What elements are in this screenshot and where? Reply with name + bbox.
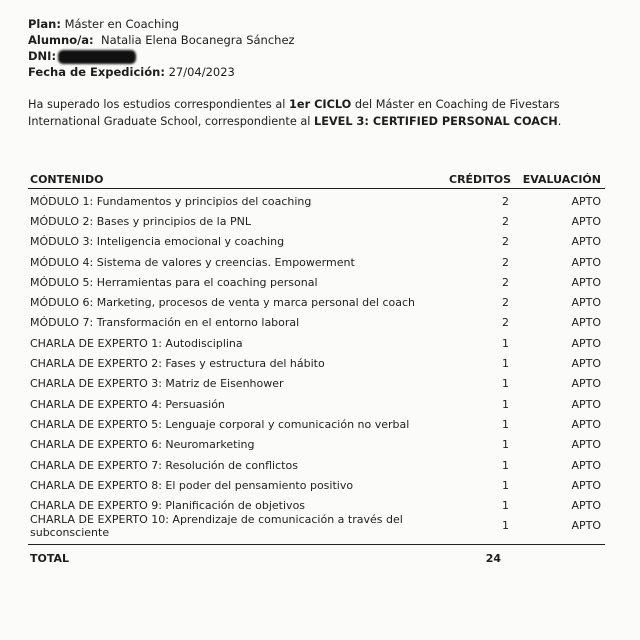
cell-evaluation: APTO	[571, 357, 601, 371]
cell-credits: 1	[502, 478, 509, 492]
cell-evaluation: APTO	[571, 397, 601, 411]
cell-content: CHARLA DE EXPERTO 1: Autodisciplina	[30, 336, 243, 350]
cell-credits: 1	[502, 519, 509, 533]
total-credits: 24	[485, 551, 501, 565]
cell-content: MÓDULO 7: Transformación en el entorno laboral	[30, 316, 300, 330]
cell-credits: 1	[502, 336, 509, 350]
cell-evaluation: APTO	[571, 478, 601, 492]
cell-content: CHARLA DE EXPERTO 9: Planificación de objetivos	[30, 499, 306, 513]
table-row	[28, 272, 605, 292]
cell-content: MÓDULO 5: Herramientas para el coaching personal	[30, 275, 318, 289]
cell-credits: 2	[502, 214, 509, 228]
redaction-mark	[58, 50, 136, 64]
para-text: Ha superado los estudios correspondientes al	[28, 98, 290, 111]
cell-content: MÓDULO 1: Fundamentos y principios del coaching	[30, 194, 312, 208]
para-text: .	[557, 115, 562, 128]
cell-content: MÓDULO 3: Inteligencia emocional y coaching	[30, 235, 285, 249]
student-name: Natalia Elena Bocanegra Sánchez	[100, 33, 295, 47]
cell-credits: 2	[502, 316, 509, 330]
cell-credits: 1	[502, 417, 509, 431]
table-row	[28, 333, 605, 353]
cell-credits: 1	[502, 397, 509, 411]
plan-line: Plan: Máster en Coaching	[28, 17, 180, 31]
total-label: TOTAL	[30, 551, 70, 565]
cell-credits: 2	[502, 296, 509, 310]
header-content: CONTENIDO	[30, 172, 104, 186]
table-row	[28, 232, 605, 252]
cell-content: CHARLA DE EXPERTO 10: Aprendizaje de comunicación a través del subconsciente	[30, 512, 403, 539]
grades-table	[28, 170, 605, 569]
cell-evaluation: APTO	[571, 296, 601, 310]
student-line: Alumno/a: Natalia Elena Bocanegra Sánchez	[28, 33, 295, 47]
table-row	[28, 414, 605, 434]
cell-evaluation: APTO	[571, 275, 601, 289]
cell-evaluation: APTO	[571, 499, 601, 513]
cell-evaluation: APTO	[571, 316, 601, 330]
cell-content: CHARLA DE EXPERTO 8: El poder del pensamiento positivo	[30, 478, 354, 492]
cell-content: CHARLA DE EXPERTO 2: Fases y estructura del hábito	[30, 357, 325, 371]
cell-content: CHARLA DE EXPERTO 6: Neuromarketing	[30, 438, 255, 452]
cell-content: CHARLA DE EXPERTO 3: Matriz de Eisenhower	[30, 377, 284, 391]
student-info	[28, 16, 295, 80]
table-row	[28, 435, 605, 455]
table-row	[28, 353, 605, 373]
para-text: del Máster en Coaching de Fivestars International Graduate School, correspondiente al	[28, 98, 560, 128]
cell-evaluation: APTO	[571, 336, 601, 350]
table-row	[28, 394, 605, 414]
table-row	[28, 252, 605, 272]
issue-date: 27/04/2023	[168, 65, 235, 79]
cell-evaluation: APTO	[571, 438, 601, 452]
cell-credits: 1	[502, 357, 509, 371]
table-row	[28, 191, 605, 211]
cell-credits: 1	[502, 377, 509, 391]
cell-evaluation: APTO	[571, 235, 601, 249]
cell-content: MÓDULO 4: Sistema de valores y creencias. Empowerment	[30, 255, 355, 269]
cell-credits: 2	[502, 255, 509, 269]
table-row	[28, 374, 605, 394]
cell-evaluation: APTO	[571, 519, 601, 533]
date-line: Fecha de Expedición: 27/04/2023	[28, 65, 235, 79]
cell-credits: 2	[502, 194, 509, 208]
cell-content: MÓDULO 2: Bases y principios de la PNL	[30, 214, 251, 228]
table-row	[28, 475, 605, 495]
cell-credits: 2	[502, 275, 509, 289]
cell-evaluation: APTO	[571, 458, 601, 472]
header-credits: CRÉDITOS	[449, 172, 512, 186]
dni-line: DNI:	[28, 48, 295, 64]
plan-value: Máster en Coaching	[64, 17, 180, 31]
table-row	[28, 211, 605, 231]
cell-content: MÓDULO 6: Marketing, procesos de venta y marca personal del coach	[30, 296, 415, 310]
cell-evaluation: APTO	[571, 194, 601, 208]
certification-paragraph	[28, 96, 618, 130]
cell-evaluation: APTO	[571, 255, 601, 269]
table-row	[28, 292, 605, 312]
cycle: 1er CICLO	[289, 98, 352, 111]
table-header	[28, 170, 605, 189]
cell-credits: 1	[502, 438, 509, 452]
cell-content: CHARLA DE EXPERTO 5: Lenguaje corporal y comunicación no verbal	[30, 417, 410, 431]
table-row	[28, 455, 605, 475]
cell-evaluation: APTO	[571, 417, 601, 431]
cell-credits: 1	[502, 458, 509, 472]
table-row	[28, 313, 605, 333]
cell-evaluation: APTO	[571, 214, 601, 228]
cell-credits: 2	[502, 235, 509, 249]
header-evaluation: EVALUACIÓN	[522, 172, 601, 186]
cell-credits: 1	[502, 499, 509, 513]
level: LEVEL 3: CERTIFIED PERSONAL COACH	[314, 115, 558, 128]
cell-evaluation: APTO	[571, 377, 601, 391]
cell-content: CHARLA DE EXPERTO 7: Resolución de conflictos	[30, 458, 298, 472]
table-row	[28, 512, 605, 539]
total-row	[28, 544, 605, 569]
cell-content: CHARLA DE EXPERTO 4: Persuasión	[30, 397, 225, 411]
